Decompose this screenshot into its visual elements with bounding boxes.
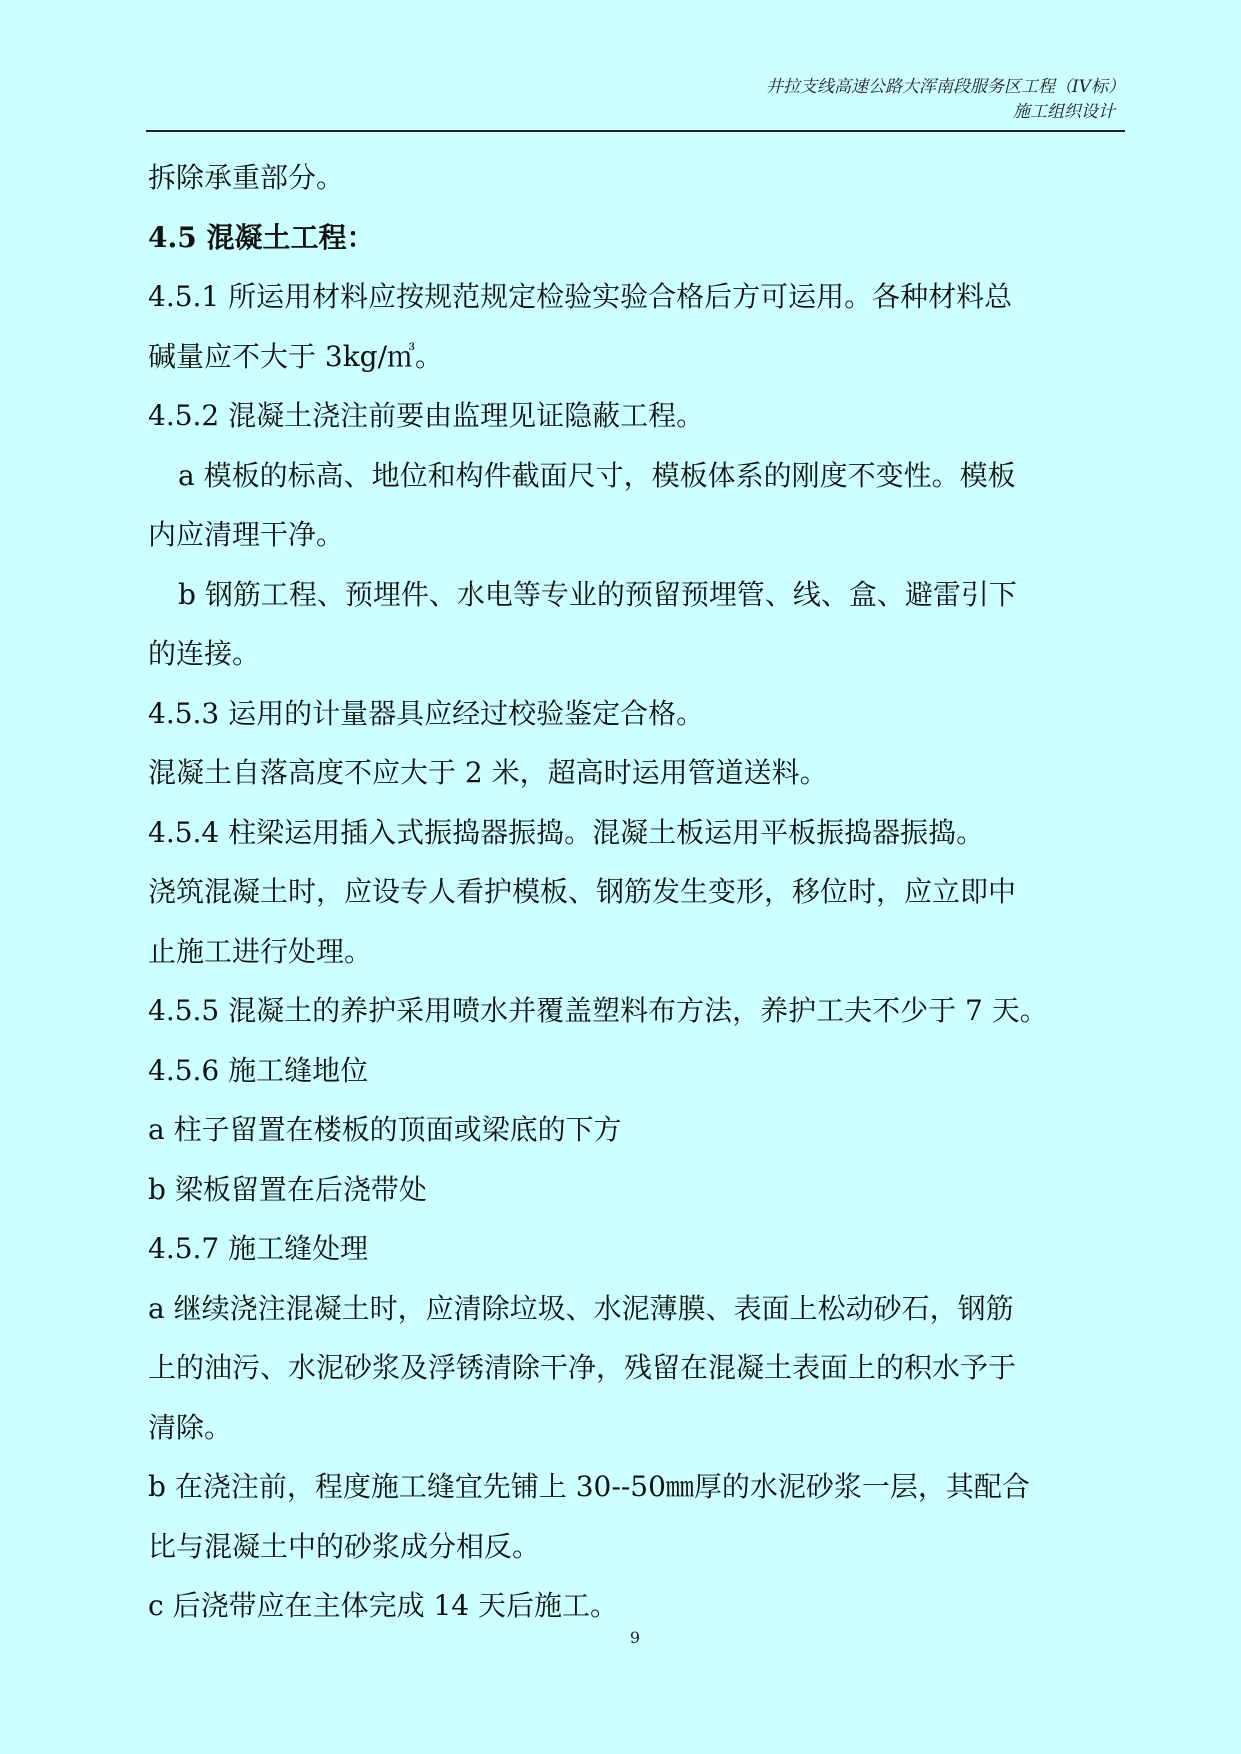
body-line: 碱量应不大于 3kg/㎥。 <box>148 339 444 373</box>
body-line: b 梁板留置在后浇带处 <box>148 1172 427 1206</box>
body-line: c 后浇带应在主体完成 14 天后施工。 <box>148 1589 619 1622</box>
body-line: 混凝土自落高度不应大于 2 米，超高时运用管道送料。 <box>148 756 828 789</box>
body-line: b 钢筋工程、预埋件、水电等专业的预留预埋管、线、盒、避雷引下 <box>178 577 1017 611</box>
body-line: 比与混凝土中的砂浆成分相反。 <box>148 1529 541 1563</box>
section-heading: 4.5 混凝土工程： <box>148 220 375 254</box>
header-divider <box>146 130 1125 132</box>
body-line: a 模板的标高、地位和构件截面尺寸，模板体系的刚度不变性。模板 <box>178 458 1016 492</box>
document-body <box>148 148 1128 1636</box>
body-line: 浇筑混凝土时，应设专人看护模板、钢筋发生变形，移位时，应立即中 <box>148 875 1017 908</box>
body-line: b 在浇注前，程度施工缝宜先铺上 30--50㎜厚的水泥砂浆一层，其配合 <box>148 1470 1030 1503</box>
body-line: 4.5.1 所运用材料应按规范规定检验实验合格后方可运用。各种材料总 <box>148 280 1013 313</box>
body-line: 拆除承重部分。 <box>148 161 345 194</box>
body-line: a 继续浇注混凝土时，应清除垃圾、水泥薄膜、表面上松动砂石，钢筋 <box>148 1291 1014 1325</box>
header-document-subtitle: 施工组织设计 <box>1013 102 1115 122</box>
body-line: 4.5.3 运用的计量器具应经过校验鉴定合格。 <box>148 696 705 730</box>
page-header <box>0 75 1125 125</box>
header-project-title: 井拉支线高速公路大浑南段服务区工程（IV标） <box>766 77 1125 97</box>
body-line: 4.5.7 施工缝处理 <box>148 1232 369 1265</box>
body-line: 4.5.2 混凝土浇注前要由监理见证隐蔽工程。 <box>148 399 705 432</box>
body-line: 的连接。 <box>148 637 261 670</box>
body-line: 上的油污、水泥砂浆及浮锈清除干净，残留在混凝土表面上的积水予于 <box>148 1351 1017 1384</box>
body-line: 内应清理干净。 <box>148 518 345 551</box>
body-line: 清除。 <box>148 1410 233 1444</box>
body-line: 4.5.5 混凝土的养护采用喷水并覆盖塑料布方法，养护工夫不少于 7 天。 <box>148 994 1048 1027</box>
page-number: 9 <box>629 1628 641 1647</box>
body-line: 4.5.4 柱梁运用插入式振捣器振捣。混凝土板运用平板振捣器振捣。 <box>148 815 985 849</box>
body-line: a 柱子留置在楼板的顶面或梁底的下方 <box>148 1113 622 1146</box>
body-line: 止施工进行处理。 <box>148 934 373 968</box>
body-line: 4.5.6 施工缝地位 <box>148 1053 369 1087</box>
